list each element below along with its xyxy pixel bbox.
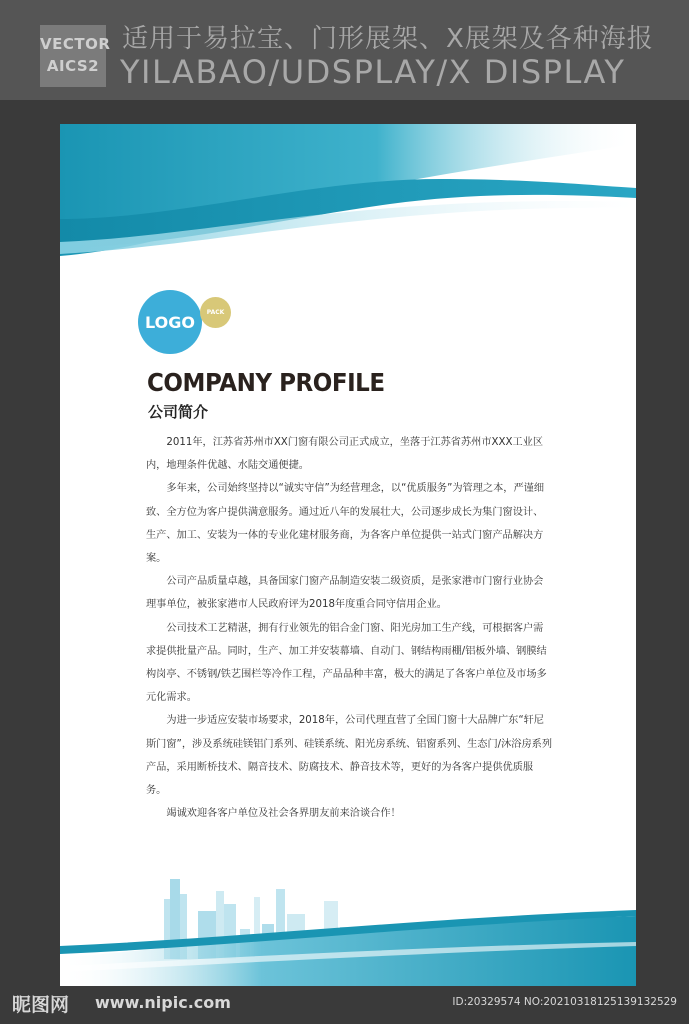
image-id-label: ID:20329574 NO:20210318125139132529 [452,996,677,1008]
paragraph: 公司产品质量卓越，具备国家门窗产品制造安装二级资质，是张家港市门窗行业协会理事单位，被张家港市人民政府评为2018年度重合同守信用企业。 [146,576,544,611]
paragraph: 公司技术工艺精湛，拥有行业领先的铝合金门窗、阳光房加工生产线，可根据客户需求提供批量产品。同时，生产、加工并安装幕墙、自动门、钢结构雨棚/铝板外墙、钢膜结构岗亭、不锈钢/铁艺围栏等冷作工程，产品品种丰富，极大的满足了各客户单位及市场多元化需求。 [146,622,547,704]
badge-line1: VECTOR [40,35,111,53]
profile-body [146,431,553,825]
paragraph: 竭诚欢迎各客户单位及社会各界朋友前来洽谈合作！ [166,808,401,820]
logo-sub-text: PACK [206,309,225,316]
top-banner [0,0,689,100]
header-title-cn: 适用于易拉宝、门形展架、X展架及各种海报 [122,24,654,54]
header-title-en: YILABAO/UDSPLAY/X DISPLAY [120,53,626,91]
vector-badge [40,25,111,87]
logo-sub-circle [200,297,231,328]
company-profile-subtitle: 公司简介 [148,403,209,421]
company-profile-title: COMPANY PROFILE [147,368,385,397]
logo-circle [138,290,202,354]
badge-line2: AICS2 [46,57,100,75]
paragraph: 多年来，公司始终坚持以“诚实守信”为经营理念，以“优质服务”为管理之本，严谨细致、全方位为客户提供满意服务。通过近八年的发展壮大，公司逐步成长为集门窗设计、生产、加工、安装为一体的专业化建材服务商，为各客户单位提供一站式门窗产品解决方案。 [146,483,545,565]
paragraph: 2011年，江苏省苏州市XX门窗有限公司正式成立，坐落于江苏省苏州市XXX工业区内，地理条件优越、水陆交通便捷。 [146,437,544,472]
site-url[interactable]: www.nipic.com [95,993,231,1012]
poster-sheet [60,124,636,986]
top-wave-decoration [60,124,636,274]
paragraph: 为进一步适应安装市场要求，2018年，公司代理直营了全国门窗十大品牌广东“轩尼斯门窗”，涉及系统硅镁铝门系列、硅镁系统、阳光房系统、铝窗系列、生态门/沐浴房系列产品，采用断桥技术、隔音技术、防腐技术、静音技术等，更好的为各客户提供优质服务。 [146,715,553,797]
bottom-wave-decoration [60,896,636,986]
site-logo: 昵图网 [12,994,70,1016]
logo-text: LOGO [145,312,195,332]
